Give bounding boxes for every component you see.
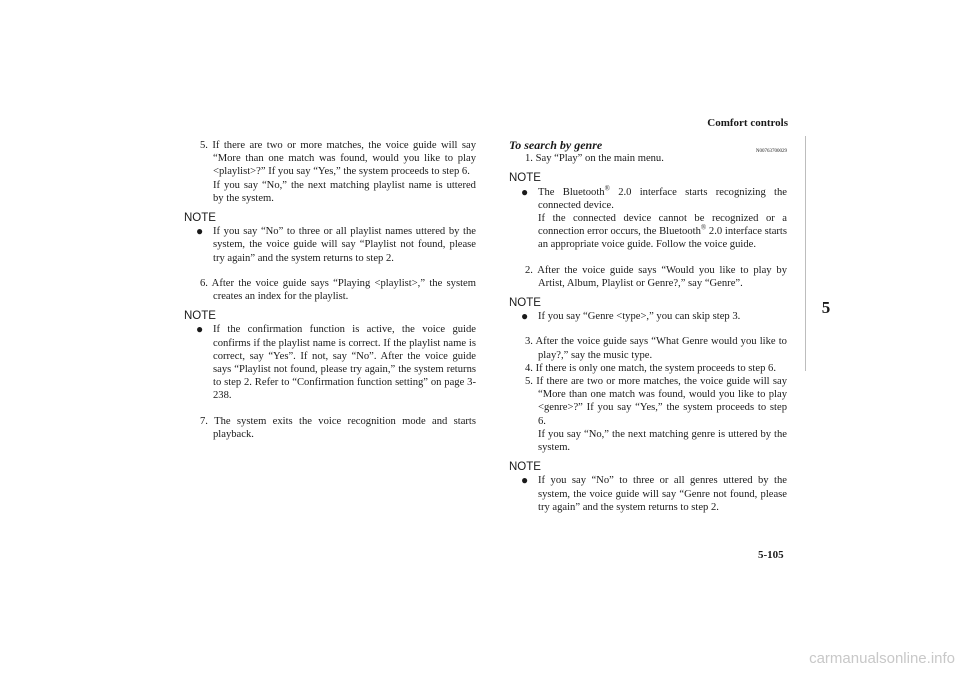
note-text: If you say “No” to three or all playlist names uttered by the system, the voice guide will say “Playlist not found, please try again” and the system returns to step 2. xyxy=(213,226,476,264)
note-heading: NOTE xyxy=(509,172,541,185)
note-text: 2.0 interface starts an appropriate voice guide. Follow the voice guide. xyxy=(538,226,787,251)
step-line: step 6. xyxy=(442,166,470,178)
step-number: 5. xyxy=(200,140,208,151)
page-number: 5-105 xyxy=(758,549,784,561)
note-text: If you say “Genre <type>,” you can skip step 3. xyxy=(538,311,741,323)
step-text: Say “Play” on the main menu. xyxy=(535,153,664,165)
section-heading xyxy=(509,139,787,152)
chapter-tab xyxy=(805,136,846,371)
step-1-genre xyxy=(509,152,787,165)
note-text: If the connected device cannot be recognized or a connection error occurs, the Bluetooth xyxy=(538,213,787,238)
bullet-icon: ● xyxy=(521,184,529,199)
chapter-number: 5 xyxy=(821,298,831,317)
note-playlist-not-found xyxy=(184,225,476,265)
section-title: To search by genre xyxy=(509,138,603,152)
note-heading: NOTE xyxy=(184,310,216,323)
note-heading: NOTE xyxy=(184,212,216,225)
running-header: Comfort controls xyxy=(707,117,788,129)
step-line: “More than one match was found, would you like to play xyxy=(213,153,476,165)
step-7-playlist xyxy=(184,415,476,441)
registered-mark: ® xyxy=(700,223,707,232)
step-number: 7. xyxy=(200,415,208,427)
step-text: After the voice guide says “What Genre would you like to play?,” say the music type. xyxy=(535,336,787,361)
note-heading: NOTE xyxy=(509,297,541,310)
registered-mark: ® xyxy=(604,184,610,193)
note-confirmation-function xyxy=(184,323,476,402)
step-5-playlist xyxy=(184,139,476,205)
step-number: 6. xyxy=(200,277,208,289)
step-line: If you say “No,” the next matching playlist name is xyxy=(213,179,443,191)
step-text: The system exits the voice recognition mode and starts playback. xyxy=(213,415,476,440)
step-2-genre xyxy=(509,264,787,290)
step-text: After the voice guide says “Would you like to play by Artist, Album, Playlist or Genre?,” say “Genre”. xyxy=(537,264,787,289)
bullet-icon: ● xyxy=(196,224,204,239)
step-text: If you say “No,” the next matching genre is uttered by the system. xyxy=(538,428,787,454)
bullet-icon: ● xyxy=(196,322,204,337)
note-text: If you say “No” to three or all genres uttered by the system, the voice guide will say “Genre not found, please try again” and the system returns to step 2. xyxy=(538,475,787,513)
note-genre-not-found xyxy=(509,474,787,514)
step-text: If there is only one match, the system proceeds to step 6. xyxy=(535,362,776,374)
right-column xyxy=(509,139,787,514)
step-line: If there are two or more matches, the voice guide will say xyxy=(212,140,476,151)
step-6-playlist xyxy=(184,277,476,303)
left-column xyxy=(184,139,476,441)
step-3-genre xyxy=(509,335,787,361)
step-text: After the voice guide says “Playing <playlist>,” the system creates an index for the playlist. xyxy=(211,277,476,303)
note-genre-type xyxy=(509,310,787,323)
note-text: If the confirmation function is active, the voice guide confirms if the playlist name is correct. If the playlist name is correct, say “Yes”. If not, say “No”. After the voice guide says “Playlist not found, please try again,” the system returns to step 2. Refer to “Confirmation function setting” on page 3-238. xyxy=(213,324,476,402)
step-text: If there are two or more matches, the voice guide will say “More than one match was found, would you like to play <genre>?” If you say “Yes,” the system proceeds to step 6. xyxy=(536,376,788,427)
step-text xyxy=(212,140,476,204)
step-5-genre xyxy=(509,375,787,454)
note-text: 2.0 interface starts recognizing the connected device. xyxy=(538,186,787,211)
step-number: 5. xyxy=(525,376,533,388)
watermark: carmanualsonline.info xyxy=(809,650,955,667)
bullet-icon: ● xyxy=(521,473,529,488)
step-line: uttered by the system. xyxy=(213,179,476,204)
section-code: N00763700029 xyxy=(755,149,787,154)
note-text: The Bluetooth xyxy=(538,186,605,198)
step-number: 3. xyxy=(525,336,533,348)
note-heading: NOTE xyxy=(509,461,541,474)
step-number: 2. xyxy=(525,264,533,276)
step-4-genre xyxy=(509,362,787,375)
step-line: <playlist>?” If you say “Yes,” the system proceeds to xyxy=(213,166,440,178)
bullet-icon: ● xyxy=(521,309,529,324)
step-number: 1. xyxy=(525,153,533,165)
note-bluetooth-interface xyxy=(509,186,787,252)
step-number: 4. xyxy=(525,362,533,374)
